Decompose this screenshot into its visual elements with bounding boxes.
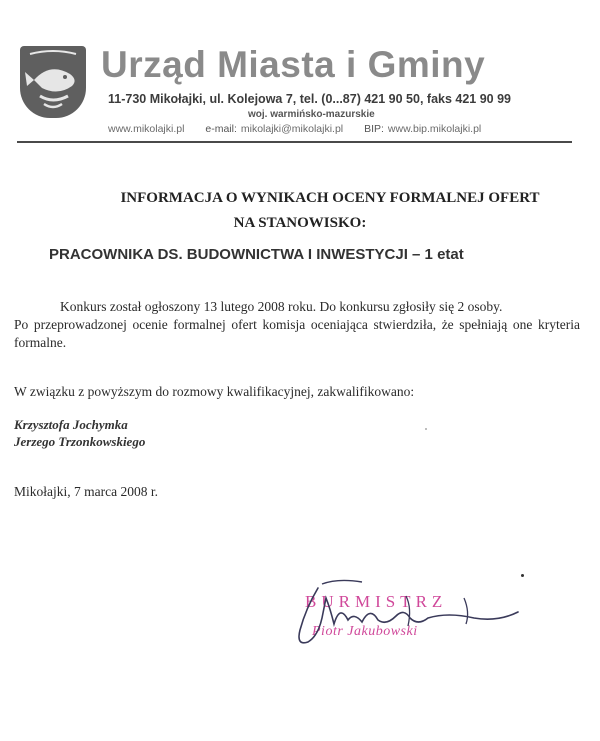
email-label: e-mail: [205, 123, 237, 135]
document-subtitle: NA STANOWISKO: [233, 215, 367, 231]
ink-mark [521, 574, 524, 577]
qualification-lead: W związku z powyższym do rozmowy kwalifikacyjnej, zakwalifikowano: [14, 384, 415, 399]
handwritten-signature [278, 568, 538, 658]
stamp-name: Piotr Jakubowski [312, 624, 418, 639]
office-address: 11-730 Mikołajki, ul. Kolejowa 7, tel. (0...87) 421 90 50, faks 421 90 99 [108, 92, 512, 106]
contact-line [108, 123, 568, 135]
position-title: PRACOWNIKA DS. BUDOWNICTWA I INWESTYCJI – 1 etat [49, 246, 464, 263]
scan-speck [425, 428, 427, 430]
place-date: Mikołajki, 7 marca 2008 r. [14, 484, 158, 499]
announcement-paragraph [14, 298, 580, 352]
bip-link[interactable]: www.bip.mikolajki.pl [387, 123, 482, 135]
crest-graphic [20, 46, 86, 118]
paragraph-line1: Konkurs został ogłoszony 13 lutego 2008 roku. Do konkursu zgłosiły się 2 osoby. [60, 299, 503, 314]
letterhead-divider [17, 141, 572, 143]
email-link[interactable]: mikolajki@mikolajki.pl [240, 123, 344, 135]
website-link[interactable]: www.mikolajki.pl [108, 123, 185, 135]
office-name: Urząd Miasta i Gminy [101, 44, 486, 85]
voivodeship: woj. warmińsko-mazurskie [248, 109, 375, 120]
bip-label: BIP: [364, 123, 384, 135]
candidate-name: Jerzego Trzonkowskiego [14, 434, 146, 449]
fish-crest-icon [20, 46, 86, 118]
qualified-candidates [14, 416, 145, 450]
document-title: INFORMACJA O WYNIKACH OCENY FORMALNEJ OFERT [120, 190, 540, 206]
paragraph-rest: Po przeprowadzonej ocenie formalnej ofert komisja oceniająca stwierdziła, że spełniają one kryteria formalne. [14, 317, 580, 350]
candidate-name: Krzysztofa Jochymka [14, 417, 128, 432]
stamp-title: BURMISTRZ [305, 592, 448, 611]
